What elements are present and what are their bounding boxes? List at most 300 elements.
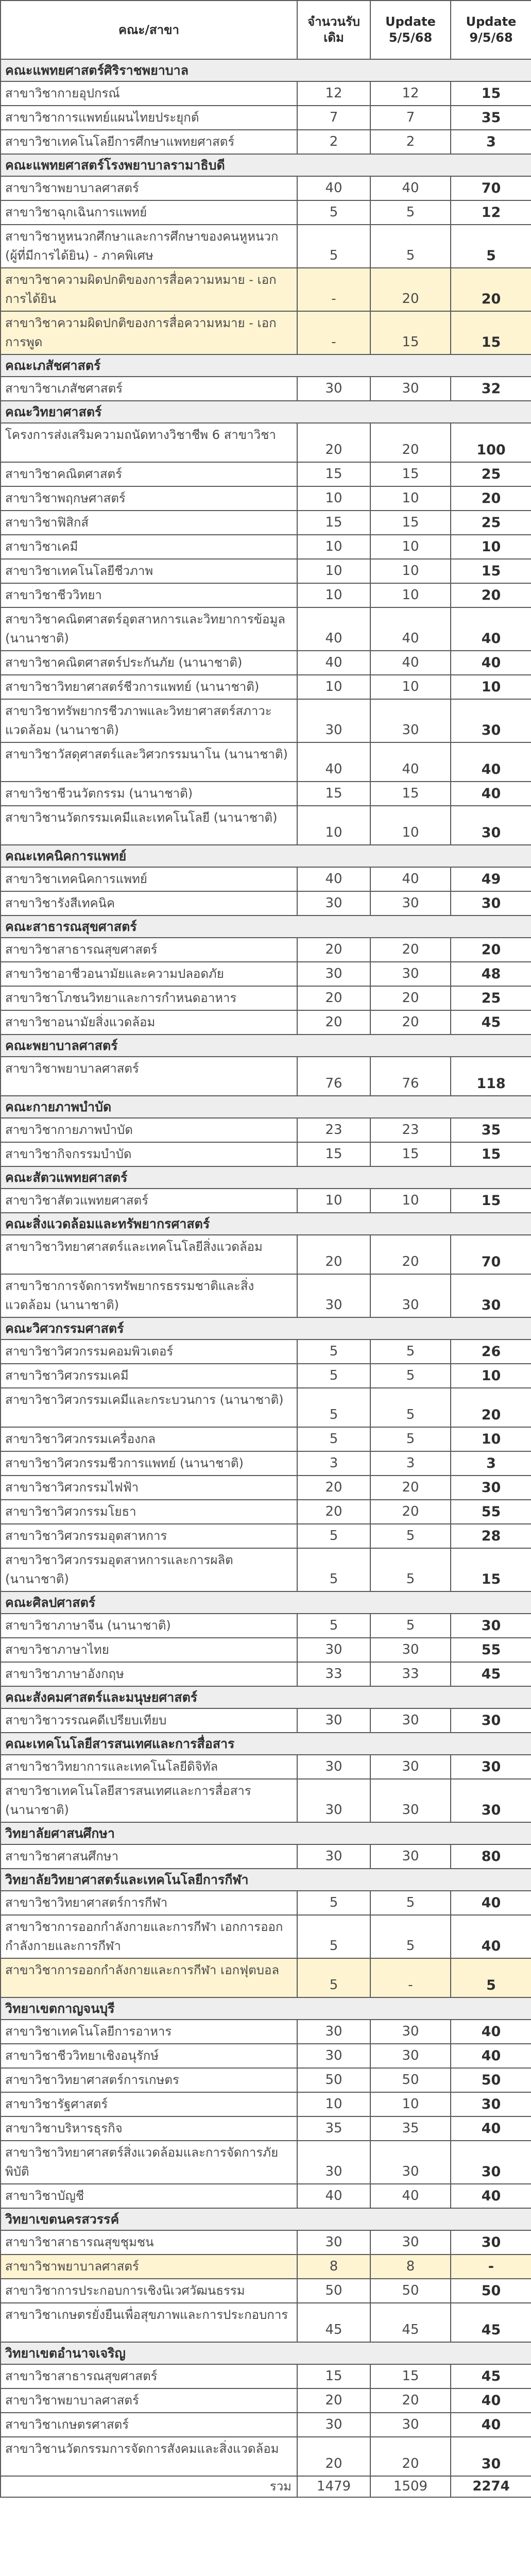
update-5-5-68-cell: 12 (370, 81, 451, 106)
update-5-5-68-cell: 2 (370, 130, 451, 154)
update-9-5-68-cell: 30 (451, 891, 531, 916)
table-header-row (1, 1, 531, 59)
update-5-5-68-cell: 15 (370, 1142, 451, 1166)
original-quota-cell: 5 (297, 1364, 370, 1388)
faculty-name: วิทยาเขตกาญจนบุรี (1, 1997, 531, 2020)
faculty-header-row (1, 2208, 531, 2230)
faculty-name: คณะแพทยศาสตร์โรงพยาบาลรามาธิบดี (1, 154, 531, 176)
update-9-5-68-cell: 30 (451, 1476, 531, 1500)
update-5-5-68-cell: 20 (370, 1010, 451, 1035)
original-quota-cell: 20 (297, 1500, 370, 1524)
program-name: โครงการส่งเสริมความถนัดทางวิชาชีพ 6 สาขาวิชา (1, 423, 297, 462)
total-update-5-5-68: 1509 (370, 2476, 451, 2497)
update-5-5-68-cell: 20 (370, 938, 451, 962)
program-name: สาขาวิชาบัญชี (1, 2184, 297, 2208)
faculty-header-row (1, 1686, 531, 1708)
original-quota-cell: 5 (297, 1427, 370, 1451)
faculty-header-row (1, 1733, 531, 1755)
program-row (1, 1189, 531, 1213)
update-9-5-68-cell: 20 (451, 268, 531, 311)
update-9-5-68-cell: 40 (451, 2388, 531, 2413)
original-quota-cell: 35 (297, 2116, 370, 2141)
update-5-5-68-cell: 30 (370, 699, 451, 742)
update-9-5-68-cell: 26 (451, 1340, 531, 1364)
original-quota-cell: 40 (297, 742, 370, 782)
update-9-5-68-cell: 45 (451, 1662, 531, 1686)
update-9-5-68-cell: 45 (451, 2364, 531, 2388)
program-row (1, 1010, 531, 1035)
program-row (1, 1524, 531, 1548)
faculty-name: วิทยาเขตนครสวรรค์ (1, 2208, 531, 2230)
program-name: สาขาวิชาวรรณคดีเปรียบเทียบ (1, 1708, 297, 1733)
original-quota-cell: 40 (297, 2184, 370, 2208)
original-quota-cell: 50 (297, 2068, 370, 2092)
update-9-5-68-cell: 30 (451, 806, 531, 845)
update-9-5-68-cell: 30 (451, 1779, 531, 1822)
update-5-5-68-cell: 20 (370, 2437, 451, 2476)
program-name: สาขาวิชาเภสัชศาสตร์ (1, 377, 297, 401)
program-name: สาขาวิชาวิทยาการและเทคโนโลยีดิจิทัล (1, 1755, 297, 1779)
program-row (1, 130, 531, 154)
program-row (1, 2184, 531, 2208)
program-row (1, 423, 531, 462)
program-name: สาขาวิชาสาธารณสุขศาสตร์ (1, 938, 297, 962)
program-name: สาขาวิชาเกษตรยั่งยืนเพื่อสุขภาพและการประกอบการ (1, 2303, 297, 2342)
original-quota-cell: 45 (297, 2303, 370, 2342)
update-9-5-68-cell: 30 (451, 2437, 531, 2476)
original-quota-cell: 2 (297, 130, 370, 154)
update-5-5-68-cell: 45 (370, 2303, 451, 2342)
update-5-5-68-cell: 23 (370, 1118, 451, 1142)
update-9-5-68-cell: 30 (451, 1614, 531, 1638)
faculty-header-row (1, 1213, 531, 1235)
update-5-5-68-cell: 33 (370, 1662, 451, 1686)
faculty-name: คณะพยาบาลศาสตร์ (1, 1035, 531, 1057)
program-name: สาขาวิชานวัตกรรมการจัดการสังคมและสิ่งแวดล้อม (1, 2437, 297, 2476)
faculty-header-row (1, 1822, 531, 1844)
program-name: สาขาวิชาเทคนิคการแพทย์ (1, 867, 297, 891)
faculty-name: คณะวิทยาศาสตร์ (1, 401, 531, 423)
program-row (1, 782, 531, 806)
total-update-9-5-68: 2274 (451, 2476, 531, 2497)
program-name: สาขาวิชาเทคโนโลยีการศึกษาแพทยศาสตร์ (1, 130, 297, 154)
update-5-5-68-cell: 15 (370, 511, 451, 535)
original-quota-cell: 20 (297, 1010, 370, 1035)
program-name: สาขาวิชาเทคโนโลยีการอาหาร (1, 2020, 297, 2044)
update-9-5-68-cell: 30 (451, 1708, 531, 1733)
program-name: สาขาวิชาเกษตรศาสตร์ (1, 2413, 297, 2437)
original-quota-cell: 5 (297, 225, 370, 268)
program-row (1, 607, 531, 651)
update-9-5-68-cell: 25 (451, 511, 531, 535)
original-quota-cell: 7 (297, 106, 370, 130)
program-name: สาขาวิชาการออกกำลังกายและการกีฬา เอกฟุตบอล (1, 1958, 297, 1997)
program-row (1, 2044, 531, 2068)
program-row (1, 962, 531, 986)
program-row (1, 1340, 531, 1364)
original-quota-cell: 10 (297, 1189, 370, 1213)
update-5-5-68-cell: 7 (370, 106, 451, 130)
update-9-5-68-cell: 10 (451, 535, 531, 559)
original-quota-cell: 30 (297, 699, 370, 742)
program-name: สาขาวิชาพยาบาลศาสตร์ (1, 2388, 297, 2413)
original-quota-cell: 20 (297, 423, 370, 462)
program-name: สาขาวิชาพยาบาลศาสตร์ (1, 2255, 297, 2279)
update-5-5-68-cell: 50 (370, 2068, 451, 2092)
faculty-header-row (1, 154, 531, 176)
program-row (1, 535, 531, 559)
update-9-5-68-cell: 100 (451, 423, 531, 462)
update-9-5-68-cell: 30 (451, 2141, 531, 2184)
original-quota-cell: 20 (297, 986, 370, 1010)
update-9-5-68-cell: 40 (451, 1915, 531, 1958)
program-name: สาขาวิชาวิศวกรรมโยธา (1, 1500, 297, 1524)
program-name: สาขาวิชาการแพทย์แผนไทยประยุกต์ (1, 106, 297, 130)
program-row (1, 462, 531, 486)
program-row (1, 2388, 531, 2413)
original-quota-cell: 50 (297, 2279, 370, 2303)
update-9-5-68-cell: 25 (451, 462, 531, 486)
program-row (1, 583, 531, 607)
update-9-5-68-cell: 20 (451, 583, 531, 607)
update-9-5-68-cell: 30 (451, 2230, 531, 2255)
update-9-5-68-cell: 30 (451, 699, 531, 742)
update-5-5-68-cell: 40 (370, 176, 451, 200)
program-name: สาขาวิชาวิศวกรรมอุตสาหการ (1, 1524, 297, 1548)
original-quota-cell: 5 (297, 1915, 370, 1958)
update-9-5-68-cell: 25 (451, 986, 531, 1010)
program-row (1, 377, 531, 401)
update-5-5-68-cell: 5 (370, 1427, 451, 1451)
program-name: สาขาวิชาวิทยาศาสตร์และเทคโนโลยีสิ่งแวดล้อม (1, 1235, 297, 1274)
program-name: สาขาวิชาพยาบาลศาสตร์ (1, 176, 297, 200)
original-quota-cell: 5 (297, 1548, 370, 1591)
program-row (1, 1476, 531, 1500)
program-name: สาขาวิชาภาษาไทย (1, 1638, 297, 1662)
program-row (1, 1638, 531, 1662)
program-row (1, 1451, 531, 1476)
program-name: สาขาวิชาชีววิทยา (1, 583, 297, 607)
program-name: สาขาวิชาศาสนศึกษา (1, 1844, 297, 1869)
program-name: สาขาวิชาวิทยาศาสตร์การกีฬา (1, 1891, 297, 1915)
program-row (1, 225, 531, 268)
program-name: สาขาวิชาการจัดการทรัพยากรธรรมชาติและสิ่งแวดล้อม (นานาชาติ) (1, 1274, 297, 1317)
original-quota-cell: - (297, 311, 370, 354)
update-5-5-68-cell: 30 (370, 2044, 451, 2068)
program-name: สาขาวิชาฉุกเฉินการแพทย์ (1, 200, 297, 225)
update-5-5-68-cell: 15 (370, 462, 451, 486)
program-name: สาขาวิชาคณิตศาสตร์ (1, 462, 297, 486)
program-row (1, 1057, 531, 1096)
faculty-header-row (1, 1096, 531, 1118)
original-quota-cell: 30 (297, 2413, 370, 2437)
header-faculty-program: คณะ/สาขา (1, 1, 297, 59)
update-5-5-68-cell: 30 (370, 2230, 451, 2255)
faculty-header-row (1, 2342, 531, 2364)
faculty-name: คณะเภสัชศาสตร์ (1, 354, 531, 377)
program-name: สาขาวิชาชีวนวัตกรรม (นานาชาติ) (1, 782, 297, 806)
program-row (1, 1891, 531, 1915)
program-row (1, 1364, 531, 1388)
original-quota-cell: 30 (297, 1274, 370, 1317)
update-5-5-68-cell: 10 (370, 806, 451, 845)
update-5-5-68-cell: 10 (370, 486, 451, 511)
original-quota-cell: 30 (297, 377, 370, 401)
original-quota-cell: 30 (297, 2044, 370, 2068)
update-9-5-68-cell: 3 (451, 1451, 531, 1476)
header-update-5-5-68: Update 5/5/68 (370, 1, 451, 59)
update-5-5-68-cell: 30 (370, 1274, 451, 1317)
update-9-5-68-cell: 30 (451, 2092, 531, 2116)
update-5-5-68-cell: 40 (370, 607, 451, 651)
program-name: สาขาวิชาวิทยาศาสตร์การเกษตร (1, 2068, 297, 2092)
program-row (1, 1614, 531, 1638)
faculty-name: คณะแพทยศาสตร์ศิริราชพยาบาล (1, 59, 531, 81)
faculty-name: วิทยาลัยวิทยาศาสตร์และเทคโนโลยีการกีฬา (1, 1869, 531, 1891)
faculty-name: คณะสาธารณสุขศาสตร์ (1, 916, 531, 938)
faculty-header-row (1, 1997, 531, 2020)
update-9-5-68-cell: 30 (451, 1274, 531, 1317)
update-5-5-68-cell: 5 (370, 1388, 451, 1427)
program-name: สาขาวิชารังสีเทคนิค (1, 891, 297, 916)
program-row (1, 106, 531, 130)
program-row (1, 486, 531, 511)
update-9-5-68-cell: 3 (451, 130, 531, 154)
faculty-name: คณะกายภาพบำบัด (1, 1096, 531, 1118)
update-9-5-68-cell: 12 (451, 200, 531, 225)
update-9-5-68-cell: 40 (451, 607, 531, 651)
program-name: สาขาวิชานวัตกรรมเคมีและเทคโนโลยี (นานาชาติ) (1, 806, 297, 845)
program-row (1, 559, 531, 583)
update-9-5-68-cell: 15 (451, 1548, 531, 1591)
program-name: สาขาวิชาคณิตศาสตร์อุตสาหการและวิทยาการข้อมูล (นานาชาติ) (1, 607, 297, 651)
program-row (1, 1958, 531, 1997)
update-5-5-68-cell: 30 (370, 1779, 451, 1822)
original-quota-cell: 76 (297, 1057, 370, 1096)
update-9-5-68-cell: 48 (451, 962, 531, 986)
original-quota-cell: 33 (297, 1662, 370, 1686)
program-row (1, 1235, 531, 1274)
program-name: สาขาวิชารัฐศาสตร์ (1, 2092, 297, 2116)
program-name: สาขาวิชาพยาบาลศาสตร์ (1, 1057, 297, 1096)
header-update-9-5-68: Update 9/5/68 (451, 1, 531, 59)
program-row (1, 511, 531, 535)
program-row (1, 2092, 531, 2116)
table-body (1, 59, 531, 2497)
update-5-5-68-cell: 40 (370, 742, 451, 782)
program-name: สาขาวิชาบริหารธุรกิจ (1, 2116, 297, 2141)
faculty-header-row (1, 1869, 531, 1891)
update-9-5-68-cell: 40 (451, 2020, 531, 2044)
update-5-5-68-cell: 10 (370, 559, 451, 583)
program-name: สาขาวิชาการออกกำลังกายและการกีฬา เอกการออกกำลังกายและการกีฬา (1, 1915, 297, 1958)
faculty-header-row (1, 401, 531, 423)
program-row (1, 938, 531, 962)
update-5-5-68-cell: 15 (370, 782, 451, 806)
program-name: สาขาวิชากายภาพบำบัด (1, 1118, 297, 1142)
original-quota-cell: 12 (297, 81, 370, 106)
faculty-name: คณะสัตวแพทยศาสตร์ (1, 1166, 531, 1189)
update-9-5-68-cell: 20 (451, 1388, 531, 1427)
update-5-5-68-cell: 10 (370, 2092, 451, 2116)
update-5-5-68-cell: 10 (370, 675, 451, 699)
update-5-5-68-cell: 30 (370, 2020, 451, 2044)
update-9-5-68-cell: 32 (451, 377, 531, 401)
update-9-5-68-cell: 5 (451, 225, 531, 268)
original-quota-cell: 30 (297, 2230, 370, 2255)
update-9-5-68-cell: 40 (451, 1891, 531, 1915)
original-quota-cell: 5 (297, 200, 370, 225)
update-5-5-68-cell: 30 (370, 1755, 451, 1779)
program-row (1, 1844, 531, 1869)
program-name: สาขาวิชาความผิดปกติของการสื่อความหมาย - เอกการพูด (1, 311, 297, 354)
program-row (1, 268, 531, 311)
faculty-name: คณะสิ่งแวดล้อมและทรัพยากรศาสตร์ (1, 1213, 531, 1235)
faculty-name: คณะเทคโนโลยีสารสนเทศและการสื่อสาร (1, 1733, 531, 1755)
program-row (1, 2116, 531, 2141)
update-9-5-68-cell: 50 (451, 2279, 531, 2303)
faculty-name: คณะเทคนิคการแพทย์ (1, 845, 531, 867)
program-name: สาขาวิชาวิศวกรรมอุตสาหการและการผลิต (นานาชาติ) (1, 1548, 297, 1591)
program-name: สาขาวิชาเทคโนโลยีชีวภาพ (1, 559, 297, 583)
program-row (1, 2141, 531, 2184)
update-5-5-68-cell: 30 (370, 2413, 451, 2437)
update-9-5-68-cell: 15 (451, 1189, 531, 1213)
update-5-5-68-cell: 15 (370, 2364, 451, 2388)
original-quota-cell: 5 (297, 1958, 370, 1997)
update-5-5-68-cell: 30 (370, 1708, 451, 1733)
program-name: สาขาวิชาวิทยาศาสตร์ชีวการแพทย์ (นานาชาติ) (1, 675, 297, 699)
original-quota-cell: 20 (297, 2437, 370, 2476)
program-row (1, 2255, 531, 2279)
faculty-name: วิทยาเขตอำนาจเจริญ (1, 2342, 531, 2364)
update-5-5-68-cell: 5 (370, 200, 451, 225)
update-9-5-68-cell: 10 (451, 1427, 531, 1451)
update-5-5-68-cell: 30 (370, 891, 451, 916)
update-9-5-68-cell: 40 (451, 782, 531, 806)
original-quota-cell: 30 (297, 1779, 370, 1822)
program-row (1, 81, 531, 106)
original-quota-cell: 15 (297, 462, 370, 486)
update-9-5-68-cell: 28 (451, 1524, 531, 1548)
original-quota-cell: 15 (297, 1142, 370, 1166)
program-row (1, 2020, 531, 2044)
update-9-5-68-cell: 20 (451, 486, 531, 511)
original-quota-cell: 5 (297, 1340, 370, 1364)
update-9-5-68-cell: 40 (451, 2184, 531, 2208)
original-quota-cell: 20 (297, 1235, 370, 1274)
update-5-5-68-cell: 30 (370, 2141, 451, 2184)
faculty-name: คณะสังคมศาสตร์และมนุษยศาสตร์ (1, 1686, 531, 1708)
faculty-header-row (1, 59, 531, 81)
update-5-5-68-cell: 20 (370, 1500, 451, 1524)
update-5-5-68-cell: 5 (370, 1548, 451, 1591)
update-5-5-68-cell: 5 (370, 1891, 451, 1915)
update-5-5-68-cell: 30 (370, 1844, 451, 1869)
update-5-5-68-cell: 20 (370, 1235, 451, 1274)
update-9-5-68-cell: 40 (451, 2413, 531, 2437)
update-5-5-68-cell: 15 (370, 311, 451, 354)
update-9-5-68-cell: 45 (451, 2303, 531, 2342)
program-row (1, 2068, 531, 2092)
total-label: รวม (1, 2476, 297, 2497)
program-row (1, 2437, 531, 2476)
update-9-5-68-cell: 80 (451, 1844, 531, 1869)
program-name: สาขาวิชาหูหนวกศึกษาและการศึกษาของคนหูหนวก (ผู้ที่มีการได้ยิน) - ภาคพิเศษ (1, 225, 297, 268)
update-5-5-68-cell: 50 (370, 2279, 451, 2303)
original-quota-cell: 30 (297, 1708, 370, 1733)
original-quota-cell: 3 (297, 1451, 370, 1476)
program-row (1, 2230, 531, 2255)
faculty-name: วิทยาลัยศาสนศึกษา (1, 1822, 531, 1844)
update-9-5-68-cell: 20 (451, 938, 531, 962)
update-9-5-68-cell: 118 (451, 1057, 531, 1096)
update-5-5-68-cell: 5 (370, 1340, 451, 1364)
original-quota-cell: 15 (297, 511, 370, 535)
program-name: สาขาวิชาการประกอบการเชิงนิเวศวัฒนธรรม (1, 2279, 297, 2303)
update-5-5-68-cell: 5 (370, 1364, 451, 1388)
program-row (1, 2303, 531, 2342)
update-9-5-68-cell: 10 (451, 1364, 531, 1388)
update-9-5-68-cell: 5 (451, 1958, 531, 1997)
original-quota-cell: 20 (297, 938, 370, 962)
update-5-5-68-cell: 30 (370, 1638, 451, 1662)
original-quota-cell: 10 (297, 806, 370, 845)
program-row (1, 2364, 531, 2388)
update-5-5-68-cell: 20 (370, 2388, 451, 2413)
original-quota-cell: 15 (297, 2364, 370, 2388)
update-5-5-68-cell: 5 (370, 225, 451, 268)
program-row (1, 1427, 531, 1451)
update-5-5-68-cell: 5 (370, 1614, 451, 1638)
program-row (1, 1779, 531, 1822)
update-5-5-68-cell: 10 (370, 583, 451, 607)
original-quota-cell: 10 (297, 535, 370, 559)
program-name: สาขาวิชาฟิสิกส์ (1, 511, 297, 535)
program-row (1, 1662, 531, 1686)
update-9-5-68-cell: 55 (451, 1638, 531, 1662)
update-9-5-68-cell: 70 (451, 176, 531, 200)
update-5-5-68-cell: 5 (370, 1524, 451, 1548)
update-9-5-68-cell: 10 (451, 675, 531, 699)
program-name: สาขาวิชากิจกรรมบำบัด (1, 1142, 297, 1166)
program-row (1, 699, 531, 742)
program-name: สาขาวิชาวิศวกรรมเครื่องกล (1, 1427, 297, 1451)
program-name: สาขาวิชาคณิตศาสตร์ประกันภัย (นานาชาติ) (1, 651, 297, 675)
program-row (1, 311, 531, 354)
program-name: สาขาวิชาวิศวกรรมเคมีและกระบวนการ (นานาชาติ) (1, 1388, 297, 1427)
faculty-name: คณะวิศวกรรมศาสตร์ (1, 1317, 531, 1340)
program-row (1, 2413, 531, 2437)
program-row (1, 1118, 531, 1142)
faculty-name: คณะศิลปศาสตร์ (1, 1591, 531, 1614)
original-quota-cell: 5 (297, 1524, 370, 1548)
program-name: สาขาวิชาชีววิทยาเชิงอนุรักษ์ (1, 2044, 297, 2068)
program-name: สาขาวิชากายอุปกรณ์ (1, 81, 297, 106)
program-name: สาขาวิชาอนามัยสิ่งแวดล้อม (1, 1010, 297, 1035)
original-quota-cell: 30 (297, 1844, 370, 1869)
program-name: สาขาวิชาวัสดุศาสตร์และวิศวกรรมนาโน (นานาชาติ) (1, 742, 297, 782)
update-9-5-68-cell: 15 (451, 311, 531, 354)
original-quota-cell: - (297, 268, 370, 311)
original-quota-cell: 10 (297, 675, 370, 699)
update-5-5-68-cell: 8 (370, 2255, 451, 2279)
update-9-5-68-cell: 15 (451, 1142, 531, 1166)
update-9-5-68-cell: 40 (451, 651, 531, 675)
update-5-5-68-cell: 40 (370, 2184, 451, 2208)
program-row (1, 891, 531, 916)
original-quota-cell: 20 (297, 1476, 370, 1500)
